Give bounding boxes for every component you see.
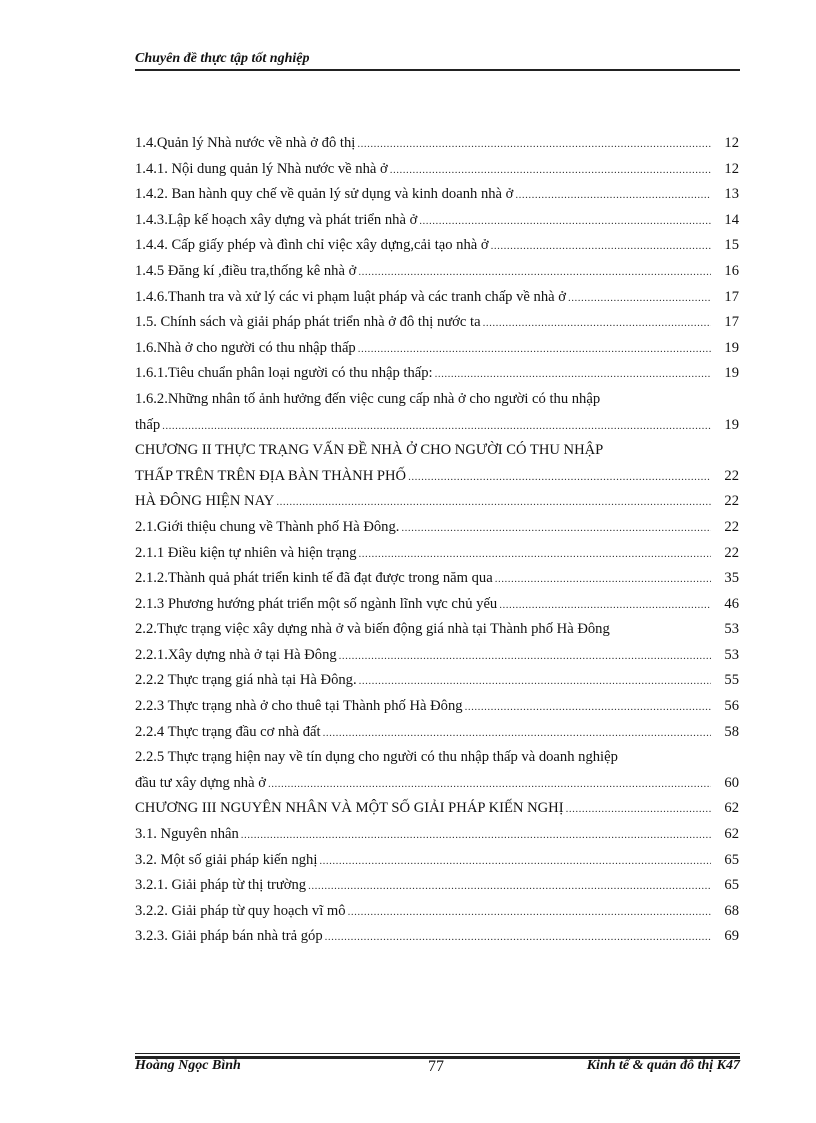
toc-dot-leader	[495, 567, 711, 593]
toc-entry-title: 1.5. Chính sách và giải pháp phát triển nhà ở đô thị nước ta	[135, 314, 481, 331]
toc-entry-page: 35	[724, 570, 739, 587]
toc-entry-page: 58	[724, 723, 739, 740]
toc-dot-leader	[515, 183, 711, 209]
toc-entry	[135, 643, 739, 669]
toc-dot-leader	[339, 644, 711, 670]
toc-entry-page: 13	[724, 186, 739, 203]
toc-entry-title: CHƯƠNG II THỰC TRẠNG VẤN ĐỀ NHÀ Ở CHO NGƯỜI CÓ THU NHẬP	[135, 442, 604, 459]
toc-entry-title: 1.4.3.Lập kế hoạch xây dựng và phát triển nhà ở	[135, 211, 418, 228]
toc-entry-page: 53	[724, 621, 739, 638]
toc-entry-page: 62	[724, 800, 739, 817]
toc-entry-page: 19	[724, 416, 739, 433]
toc-entry	[135, 668, 739, 694]
toc-entry-title: 1.4.4. Cấp giấy phép và đình chỉ việc xây dựng,cải tạo nhà ở	[135, 237, 489, 254]
toc-entry-title: 2.1.3 Phương hướng phát triển một số ngành lĩnh vực chủ yếu	[135, 595, 498, 612]
toc-entry-page: 17	[724, 314, 739, 331]
toc-entry-page: 68	[724, 902, 739, 919]
toc-dot-leader	[241, 823, 711, 849]
toc-entry-title: đầu tư xây dựng nhà ở	[135, 774, 266, 791]
header-rule	[135, 69, 740, 71]
toc-entry-title: 2.2.2 Thực trạng giá nhà tại Hà Đông.	[135, 672, 357, 689]
toc-entry	[135, 285, 739, 311]
toc-dot-leader	[491, 234, 711, 260]
toc-entry-title: HÀ ĐÔNG HIỆN NAY	[135, 493, 275, 510]
toc-entry-title: 3.2.3. Giải pháp bán nhà trả góp	[135, 928, 323, 945]
toc-entry-page: 12	[724, 135, 739, 151]
toc-entry-page: 14	[724, 211, 739, 228]
toc-entry-page: 22	[724, 467, 739, 484]
toc-dot-leader	[359, 669, 711, 695]
toc-entry	[135, 438, 739, 464]
footer-course: Kinh tế & quản đô thị K47	[586, 1058, 740, 1073]
toc-entry	[135, 131, 739, 157]
toc-entry	[135, 489, 739, 515]
toc-entry-title: 2.2.1.Xây dựng nhà ở tại Hà Đông	[135, 646, 337, 663]
toc-entry-page: 56	[724, 698, 739, 715]
toc-entry-page: 19	[724, 365, 739, 382]
toc-entry-page: 69	[724, 928, 739, 945]
footer-page-number: 77	[428, 1058, 444, 1075]
toc-dot-leader	[568, 286, 711, 312]
toc-entry	[135, 822, 739, 848]
toc-entry-title: 2.1.Giới thiệu chung về Thành phố Hà Đông.	[135, 518, 400, 535]
toc-dot-leader	[435, 362, 711, 388]
toc-entry-title: THẤP TRÊN TRÊN ĐỊA BÀN THÀNH PHỐ	[135, 467, 407, 484]
toc-entry	[135, 387, 739, 413]
toc-entry	[135, 541, 739, 567]
toc-entry-title: 2.2.4 Thực trạng đầu cơ nhà đất	[135, 723, 321, 740]
toc-dot-leader	[325, 925, 711, 951]
toc-entry	[135, 310, 739, 336]
toc-entry-title: 1.6.2.Những nhân tố ảnh hưởng đến việc cung cấp nhà ở cho người có thu nhập	[135, 390, 601, 407]
toc-dot-leader	[483, 311, 711, 337]
toc-entry	[135, 566, 739, 592]
toc-dot-leader	[268, 772, 711, 798]
toc-entry-page: 65	[724, 851, 739, 868]
toc-entry	[135, 157, 739, 183]
table-of-contents	[135, 131, 739, 950]
page-header-title: Chuyên đề thực tập tốt nghiệp	[135, 51, 310, 66]
toc-entry-title: 1.4.1. Nội dung quản lý Nhà nước về nhà ở	[135, 160, 388, 177]
toc-entry-title: 1.4.2. Ban hành quy chế về quản lý sử dụng và kinh doanh nhà ở	[135, 186, 514, 203]
toc-entry-page: 17	[724, 288, 739, 305]
toc-entry-title: 3.2.1. Giải pháp từ thị trường	[135, 877, 307, 894]
toc-dot-leader	[162, 414, 711, 440]
toc-entry-title: 1.6.Nhà ở cho người có thu nhập thấp	[135, 339, 356, 356]
toc-entry-page: 60	[724, 774, 739, 791]
toc-entry-title: 2.1.2.Thành quả phát triển kinh tế đã đạt được trong năm qua	[135, 570, 493, 587]
toc-entry-page: 16	[724, 262, 739, 279]
toc-entry	[135, 899, 739, 925]
toc-dot-leader	[390, 158, 711, 184]
toc-dot-leader	[499, 593, 711, 619]
toc-entry-title: 3.1. Nguyên nhân	[135, 826, 239, 843]
toc-entry	[135, 336, 739, 362]
toc-entry-page: 62	[724, 826, 739, 843]
toc-entry-title: 3.2. Một số giải pháp kiến nghị	[135, 851, 318, 868]
toc-entry-page: 53	[724, 646, 739, 663]
toc-entry-page: 15	[724, 237, 739, 254]
toc-entry-title: 2.2.3 Thực trạng nhà ở cho thuê tại Thành phố Hà Đông	[135, 698, 463, 715]
toc-dot-leader	[276, 490, 711, 516]
toc-entry	[135, 720, 739, 746]
footer-rule-thin	[135, 1053, 740, 1054]
toc-entry	[135, 592, 739, 618]
toc-entry-title: 1.4.Quản lý Nhà nước về nhà ở đô thị	[135, 135, 356, 151]
toc-entry	[135, 745, 739, 771]
toc-entry	[135, 771, 739, 797]
toc-entry	[135, 924, 739, 950]
toc-dot-leader	[323, 721, 711, 747]
toc-dot-leader	[348, 900, 711, 926]
toc-entry	[135, 464, 739, 490]
toc-entry-title: 3.2.2. Giải pháp từ quy hoạch vĩ mô	[135, 902, 346, 919]
toc-entry	[135, 515, 739, 541]
toc-dot-leader	[358, 260, 711, 286]
toc-dot-leader	[308, 874, 711, 900]
toc-dot-leader	[419, 209, 711, 235]
toc-entry	[135, 694, 739, 720]
toc-entry	[135, 182, 739, 208]
toc-dot-leader	[358, 337, 711, 363]
toc-dot-leader	[359, 542, 712, 568]
toc-entry-title: 1.6.1.Tiêu chuẩn phân loại người có thu nhập thấp:	[135, 365, 433, 382]
toc-entry-page: 55	[724, 672, 739, 689]
toc-dot-leader	[357, 132, 711, 158]
toc-entry	[135, 413, 739, 439]
toc-entry	[135, 873, 739, 899]
toc-entry-page: 22	[724, 493, 739, 510]
toc-entry-title: thấp	[135, 416, 161, 433]
toc-entry-title: CHƯƠNG III NGUYÊN NHÂN VÀ MỘT SỐ GIẢI PHÁP KIẾN NGHỊ	[135, 800, 564, 817]
toc-entry-page: 22	[724, 544, 739, 561]
toc-dot-leader	[566, 797, 711, 823]
toc-entry	[135, 361, 739, 387]
toc-dot-leader	[319, 849, 711, 875]
toc-entry-title: 2.2.5 Thực trạng hiện nay về tín dụng cho người có thu nhập thấp và doanh nghiệp	[135, 749, 618, 766]
toc-entry	[135, 259, 739, 285]
toc-entry	[135, 208, 739, 234]
toc-entry-page: 19	[724, 339, 739, 356]
toc-entry-page: 12	[724, 160, 739, 177]
toc-entry-page: 46	[724, 595, 739, 612]
toc-entry	[135, 796, 739, 822]
toc-entry-page: 22	[724, 518, 739, 535]
footer-author: Hoàng Ngọc Bình	[135, 1058, 241, 1073]
toc-dot-leader	[401, 516, 711, 542]
toc-entry-title: 1.4.6.Thanh tra và xử lý các vi phạm luật pháp và các tranh chấp về nhà ở	[135, 288, 566, 305]
toc-entry	[135, 233, 739, 259]
toc-entry-page: 65	[724, 877, 739, 894]
toc-entry	[135, 617, 739, 643]
toc-dot-leader	[408, 465, 711, 491]
toc-dot-leader	[465, 695, 711, 721]
toc-entry-title: 1.4.5 Đăng kí ,điều tra,thống kê nhà ở	[135, 262, 357, 279]
toc-entry-title: 2.1.1 Điều kiện tự nhiên và hiện trạng	[135, 544, 357, 561]
toc-entry	[135, 848, 739, 874]
toc-entry-title: 2.2.Thực trạng việc xây dựng nhà ở và biến động giá nhà tại Thành phố Hà Đông	[135, 621, 610, 638]
